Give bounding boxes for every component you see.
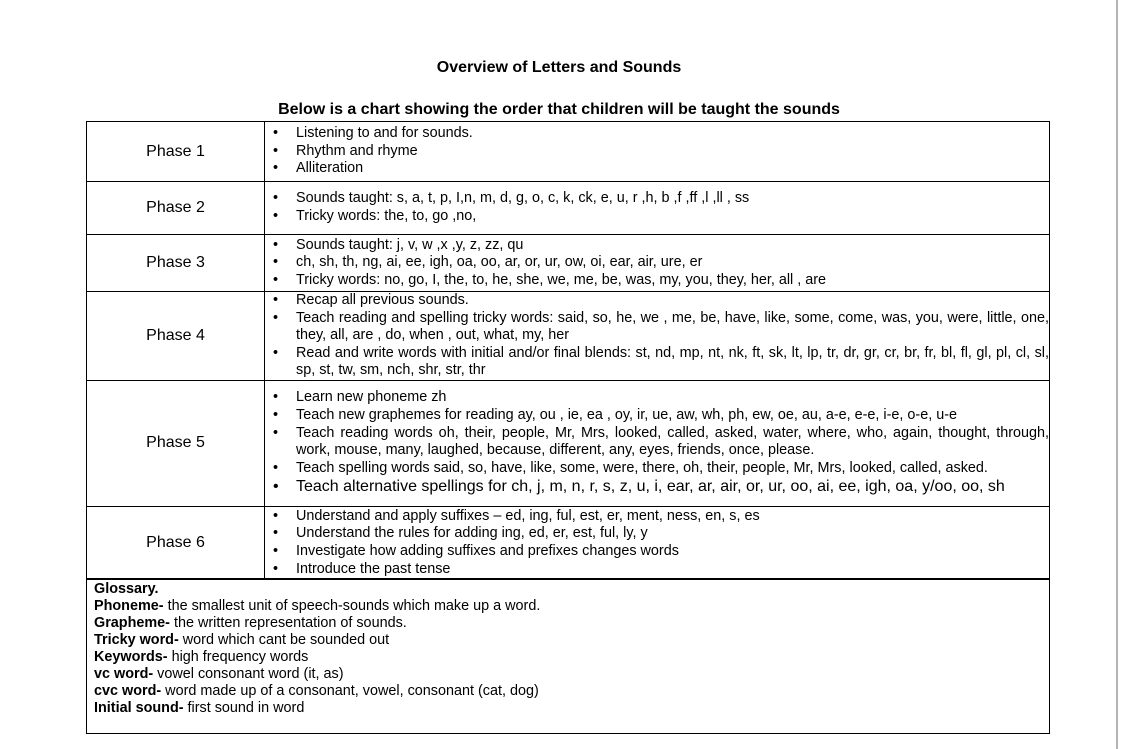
glossary-term: Phoneme- (94, 598, 164, 614)
glossary-entry (94, 666, 1049, 683)
phase-item: • Learn new phoneme zh (265, 389, 1049, 407)
glossary-entry (94, 598, 1049, 615)
phase-content (265, 292, 1050, 381)
glossary-entry (94, 632, 1049, 649)
glossary-definition: the smallest unit of speech-sounds which make up a word. (163, 598, 541, 614)
phase-item: • Introduce the past tense (265, 561, 1049, 579)
phase-content (265, 182, 1050, 235)
phase-item: • Alliteration (265, 160, 1049, 178)
phase-item: • Teach reading and spelling tricky words: said, so, he, we , me, be, have, like, some, come, was, you, were, little, one, they, all, are , do, when , out, what, my, her (265, 310, 1049, 345)
phase-content (265, 122, 1050, 182)
phase-row-6 (87, 506, 1050, 579)
phase-item: • ch, sh, th, ng, ai, ee, igh, oa, oo, ar, or, ur, ow, oi, ear, air, ure, er (265, 254, 1049, 272)
glossary-term: Initial sound- (94, 700, 184, 716)
phase-item: • Sounds taught: j, v, w ,x ,y, z, zz, qu (265, 237, 1049, 255)
phase-content (265, 235, 1050, 292)
phase-item: • Teach spelling words said, so, have, like, some, were, there, oh, their, people, Mr, Mrs, looked, called, asked. (265, 460, 1049, 478)
phase-row-5 (87, 380, 1050, 506)
phase-row-3 (87, 235, 1050, 292)
glossary-term: cvc word- (94, 683, 162, 699)
phase-row-4 (87, 292, 1050, 381)
phase-name: Phase 5 (87, 380, 265, 506)
glossary-term: Grapheme- (94, 615, 170, 631)
glossary-definition: word made up of a consonant, vowel, consonant (cat, dog) (161, 683, 539, 699)
glossary-entry (94, 649, 1049, 666)
glossary-entry (94, 683, 1049, 700)
phase-row-1 (87, 122, 1050, 182)
phase-item: • Listening to and for sounds. (265, 125, 1049, 143)
phase-item: • Tricky words: the, to, go ,no, (265, 208, 1049, 226)
phase-item: • Tricky words: no, go, I, the, to, he, she, we, me, be, was, my, you, they, her, all , are (265, 272, 1049, 290)
phase-row-2 (87, 182, 1050, 235)
glossary-term: Keywords- (94, 649, 168, 665)
glossary-definition: high frequency words (167, 649, 309, 665)
glossary-entry (94, 615, 1049, 632)
phase-item: • Read and write words with initial and/or final blends: st, nd, mp, nt, nk, ft, sk, lt, lp, tr, dr, gr, cr, br, fr, bl, fl, gl, pl, cl, sl, sp, st, tw, sm, nch, shr, str, thr (265, 345, 1049, 380)
phase-name: Phase 2 (87, 182, 265, 235)
phase-name: Phase 6 (87, 506, 265, 579)
phase-content (265, 380, 1050, 506)
phase-name: Phase 1 (87, 122, 265, 182)
document-title: Overview of Letters and Sounds (436, 59, 682, 76)
phase-content (265, 506, 1050, 579)
phase-item: • Understand the rules for adding ing, ed, er, est, ful, ly, y (265, 525, 1049, 543)
document-subtitle: Below is a chart showing the order that children will be taught the sounds (278, 101, 840, 118)
phases-table (86, 121, 1050, 580)
phase-item: • Teach new graphemes for reading ay, ou , ie, ea , oy, ir, ue, aw, wh, ph, ew, oe, au, a-e, e-e, i-e, o-e, u-e (265, 407, 1049, 425)
glossary-definition: vowel consonant word (it, as) (153, 666, 344, 682)
glossary-heading: Glossary. (94, 581, 159, 597)
phase-item: • Investigate how adding suffixes and prefixes changes words (265, 543, 1049, 561)
phase-item: • Recap all previous sounds. (265, 292, 1049, 310)
glossary-term: vc word- (94, 666, 154, 682)
phase-item: • Rhythm and rhyme (265, 143, 1049, 161)
phase-item: • Teach alternative spellings for ch, j, m, n, r, s, z, u, i, ear, ar, air, or, ur, oo, ai, ee, igh, oa, y/oo, oo, sh (265, 477, 1049, 497)
glossary-term: Tricky word- (94, 632, 179, 648)
phase-item: • Teach reading words oh, their, people, Mr, Mrs, looked, called, asked, water, where, who, again, thought, through, work, mouse, many, laughed, because, different, any, eyes, friends, once, please. (265, 425, 1049, 460)
glossary-box (86, 578, 1050, 734)
glossary-definition: word which cant be sounded out (178, 632, 390, 648)
glossary-definition: the written representation of sounds. (169, 615, 407, 631)
phase-item: • Understand and apply suffixes – ed, ing, ful, est, er, ment, ness, en, s, es (265, 508, 1049, 526)
glossary-entry (94, 700, 1049, 717)
glossary-definition: first sound in word (183, 700, 305, 716)
phase-item: • Sounds taught: s, a, t, p, I,n, m, d, g, o, c, k, ck, e, u, r ,h, b ,f ,ff ,l ,ll , ss (265, 190, 1049, 208)
phase-name: Phase 3 (87, 235, 265, 292)
phase-name: Phase 4 (87, 292, 265, 381)
